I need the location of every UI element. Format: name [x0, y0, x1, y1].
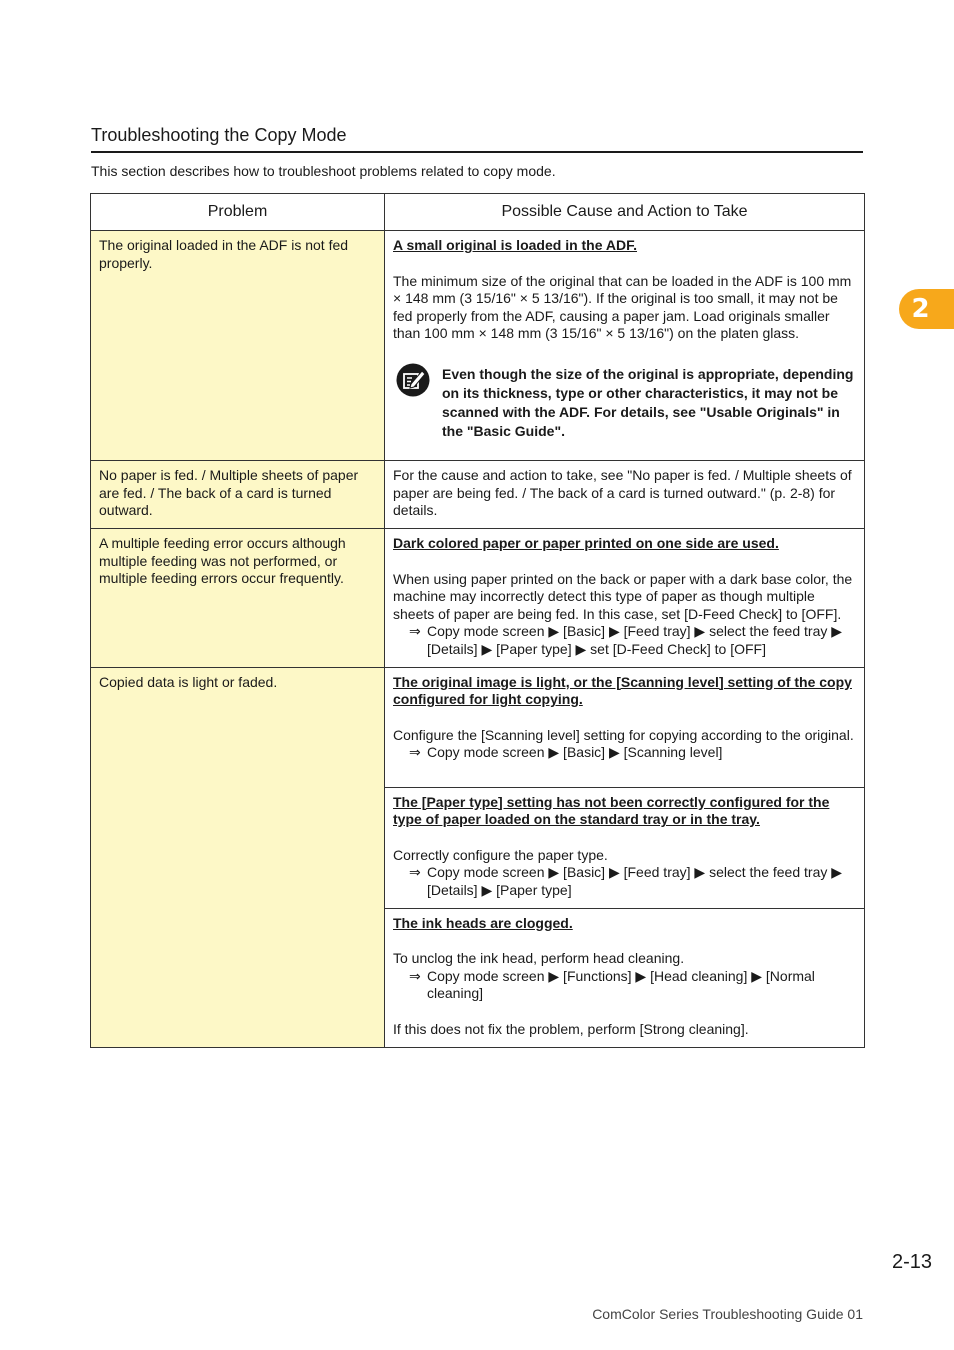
cause-text: To unclog the ink head, perform head cleaning. [393, 950, 685, 967]
cause-text: Correctly configure the paper type. [393, 846, 608, 863]
cause-heading: Dark colored paper or paper printed on one side are used. [393, 535, 779, 551]
menu-path-text: Copy mode screen ▶ [Basic] ▶ [Feed tray] ▶ select the feed tray ▶ [Details] ▶ [Paper type] [427, 864, 843, 898]
problem-cell: The original loaded in the ADF is not fed properly. [91, 231, 385, 461]
arrow-icon: ⇒ [409, 864, 421, 881]
cause-text: For the cause and action to take, see "No paper is fed. / Multiple sheets of paper are being fed. / The back of a card is turned outward." (p. 2-8) for details. [393, 467, 852, 519]
header-problem: Problem [91, 194, 385, 231]
cause-text: The minimum size of the original that can be loaded in the ADF is 100 mm × 148 mm (3 15/16" × 5 13/16"). If the original is too small, it may not be fed properly from the ADF, causing a paper jam. Load originals smaller than 100 mm × 148 mm (3 15/16" × 5 13/16") on the platen glass. [393, 272, 852, 342]
cause-text: When using paper printed on the back or paper with a dark base color, the machine may incorrectly detect this type of paper as though multiple sheets of paper are being fed. In this case, set [D-Feed Check] to [OFF]. [393, 570, 853, 622]
cause-text: Configure the [Scanning level] setting for copying according to the original. [393, 726, 854, 743]
menu-path [409, 623, 856, 658]
arrow-icon: ⇒ [409, 967, 421, 984]
cause-heading: The ink heads are clogged. [393, 914, 573, 931]
note-text: Even though the size of the original is appropriate, depending on its thickness, type or other characteristics, it may not be scanned with the ADF. For details, see "Usable Originals" in the "Basic Guide". [442, 365, 854, 439]
table-row [91, 231, 865, 461]
menu-path-text: Copy mode screen ▶ [Basic] ▶ [Scanning level] [427, 744, 723, 761]
cause-heading: The original image is light, or the [Scanning level] setting of the copy configured for light copying. [393, 673, 852, 708]
menu-path [409, 864, 856, 899]
problem-cell: A multiple feeding error occurs although multiple feeding was not performed, or multiple feeding errors occur frequently. [91, 529, 385, 668]
table-row [91, 461, 865, 529]
cause-cell [385, 908, 865, 1047]
cause-cell [385, 529, 865, 668]
arrow-icon: ⇒ [409, 623, 421, 640]
problem-cell: Copied data is light or faded. [91, 667, 385, 1047]
cause-cell [385, 787, 865, 908]
problem-cell: No paper is fed. / Multiple sheets of paper are fed. / The back of a card is turned outward. [91, 461, 385, 529]
table-header-row [91, 194, 865, 231]
troubleshooting-table [90, 193, 865, 1048]
pencil-note-icon [396, 363, 430, 397]
cause-cell [385, 231, 865, 461]
cause-heading: The [Paper type] setting has not been correctly configured for the type of paper loaded on the standard tray or in the tray. [393, 793, 830, 828]
table-row [91, 667, 865, 787]
cause-cell [385, 667, 865, 787]
intro-text: This section describes how to troubleshoot problems related to copy mode. [91, 163, 556, 179]
cause-cell [385, 461, 865, 529]
menu-path-text: Copy mode screen ▶ [Basic] ▶ [Feed tray] ▶ select the feed tray ▶ [Details] ▶ [Paper type] ▶ set [D-Feed Check] to [OFF] [427, 623, 843, 657]
cause-followup-text: If this does not fix the problem, perform [Strong cleaning]. [393, 1020, 749, 1037]
header-cause: Possible Cause and Action to Take [385, 194, 865, 231]
menu-path [409, 968, 856, 1003]
page-number: 2-13 [891, 1251, 932, 1273]
menu-path [409, 744, 856, 762]
section-title: Troubleshooting the Copy Mode [91, 124, 863, 153]
cause-heading: A small original is loaded in the ADF. [393, 237, 638, 253]
footer-text: ComColor Series Troubleshooting Guide 01 [592, 1306, 863, 1322]
arrow-icon: ⇒ [409, 744, 421, 761]
note-box [393, 363, 856, 441]
table-row [91, 529, 865, 668]
menu-path-text: Copy mode screen ▶ [Functions] ▶ [Head cleaning] ▶ [Normal cleaning] [427, 967, 815, 1002]
chapter-tab[interactable]: 2 [899, 289, 954, 329]
